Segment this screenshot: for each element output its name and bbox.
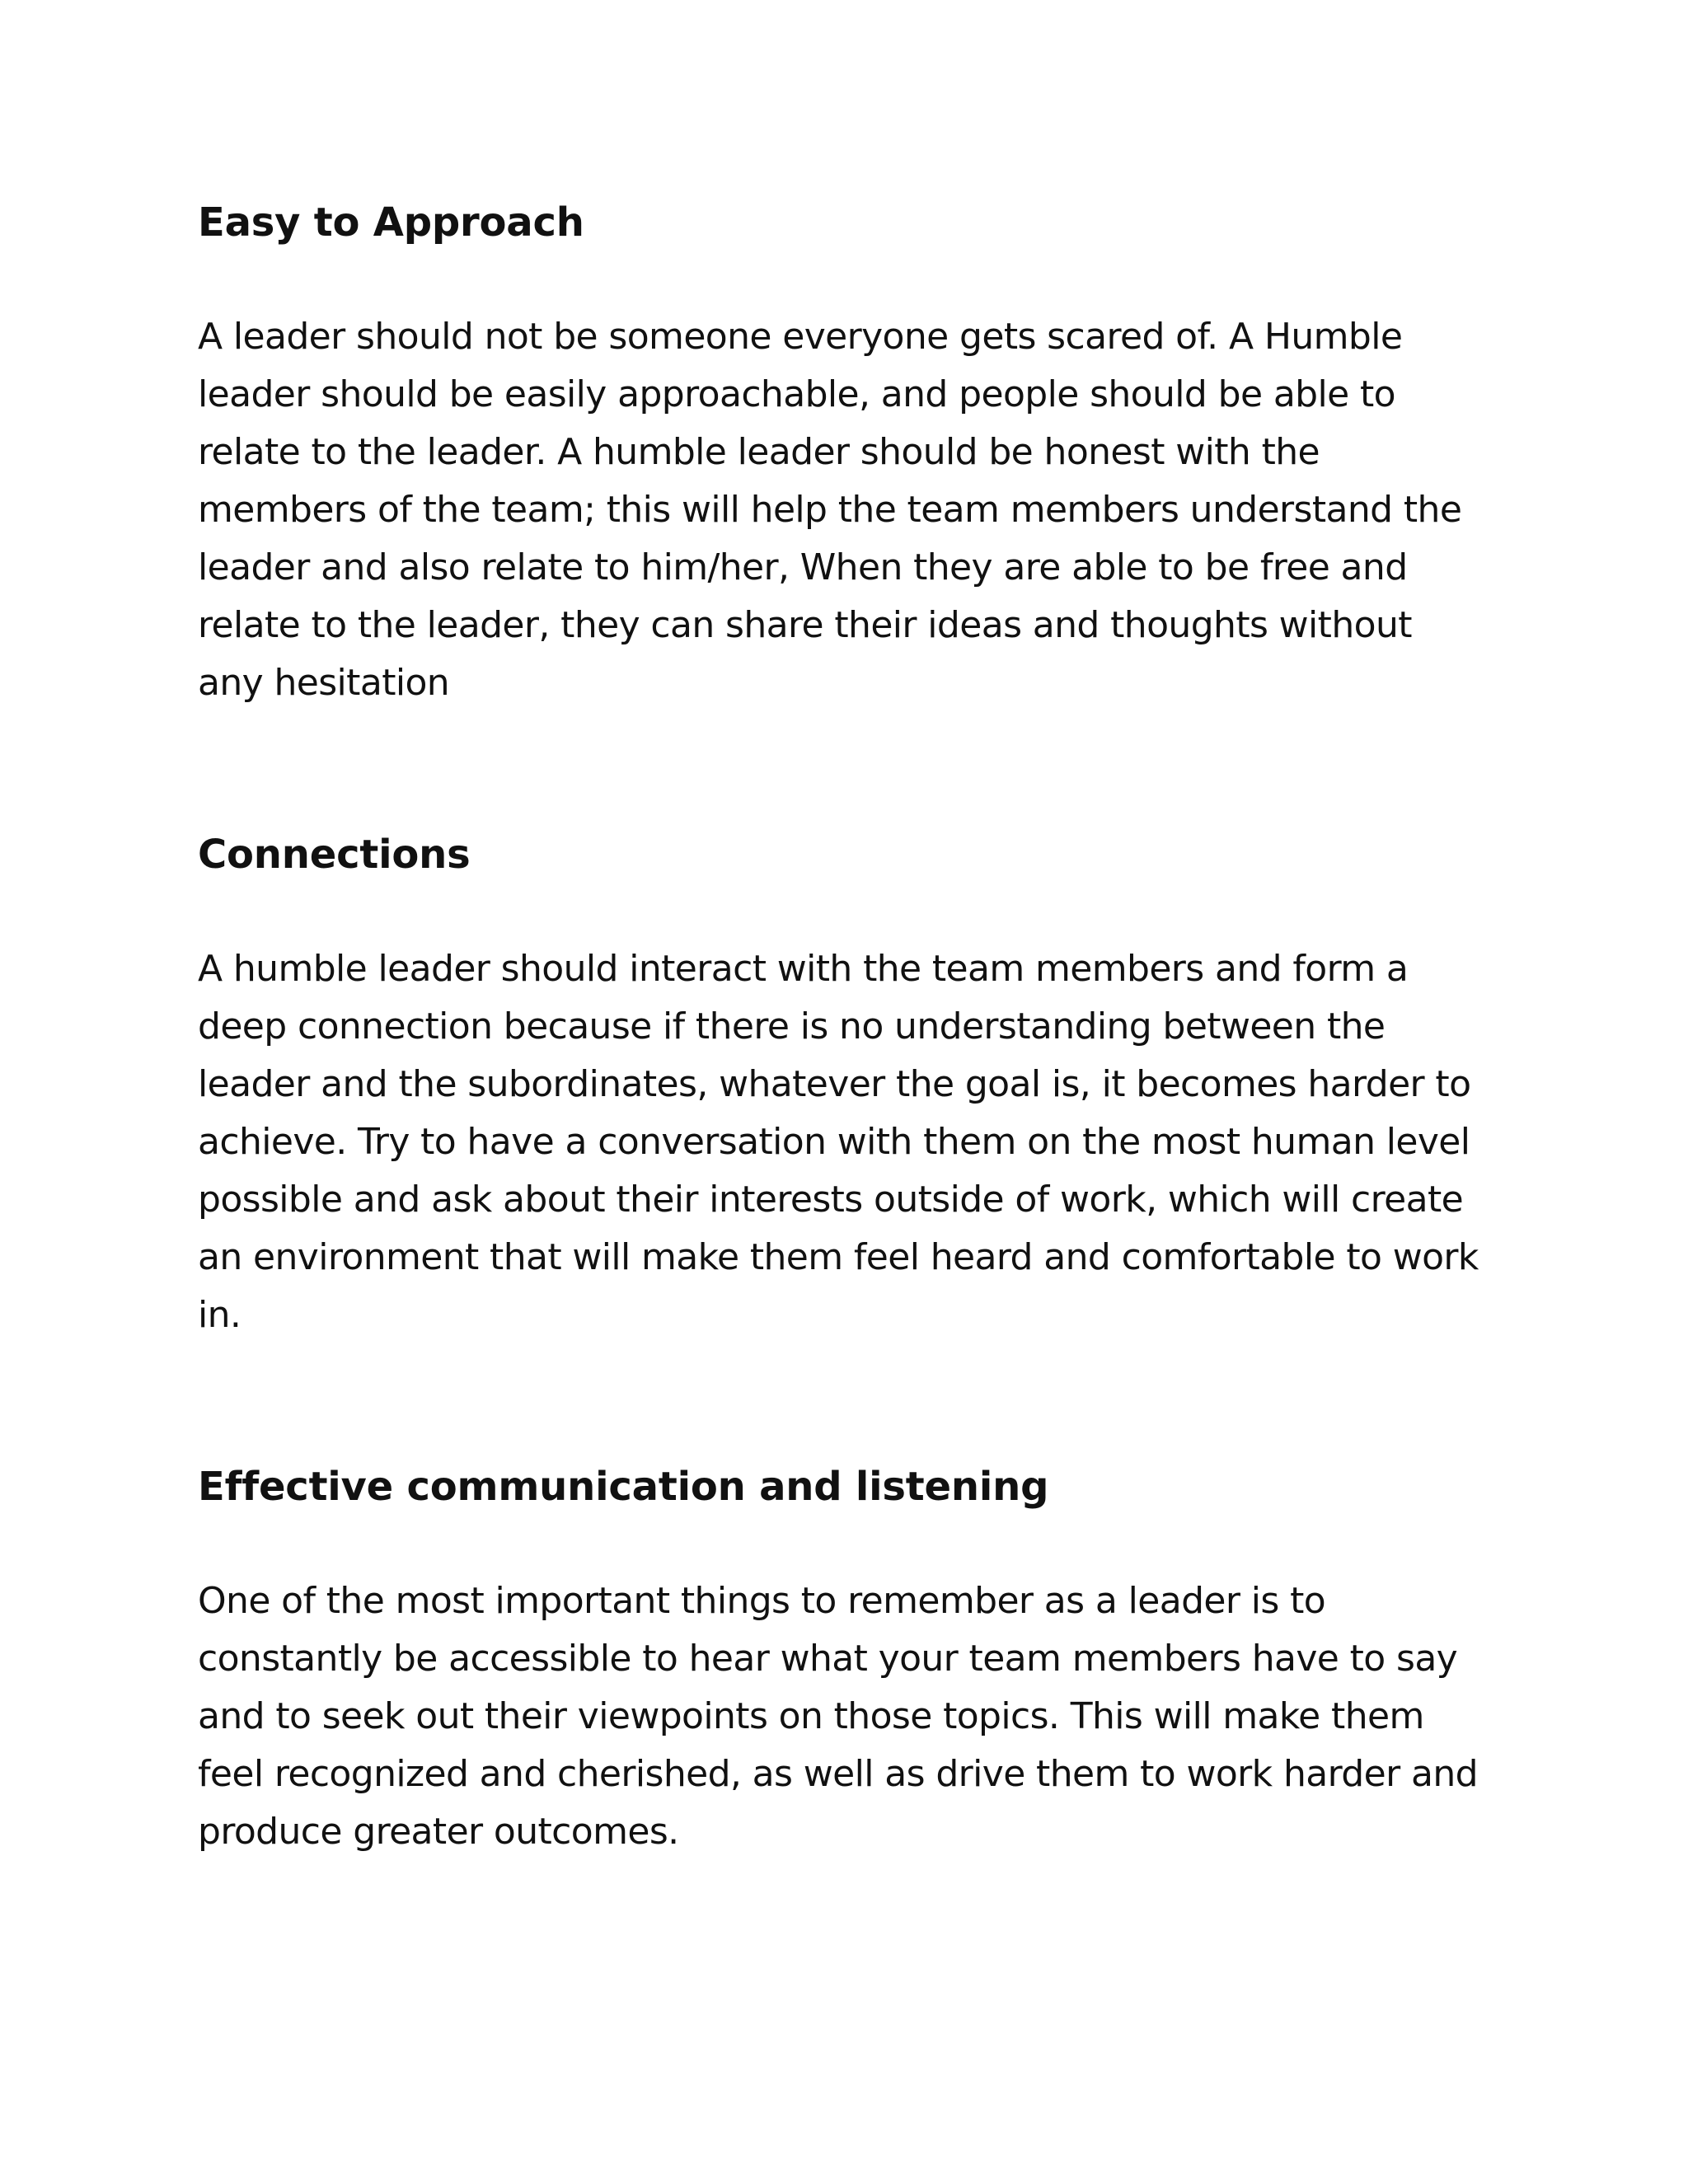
document-content [198, 191, 1517, 1861]
paragraph-line: an environment that will make them feel heard and comfortable to work [198, 1236, 1479, 1278]
paragraph-line: relate to the leader, they can share their ideas and thoughts without [198, 604, 1412, 646]
section-effective-communication [198, 1455, 1517, 1861]
paragraph-line: leader and the subordinates, whatever the goal is, it becomes harder to [198, 1063, 1471, 1105]
paragraph-line: in. [198, 1294, 241, 1336]
paragraph-line: possible and ask about their interests outside of work, which will create [198, 1179, 1464, 1221]
paragraph-line: produce greater outcomes. [198, 1811, 679, 1853]
section-connections [198, 823, 1517, 1344]
section-paragraph [198, 308, 1517, 712]
paragraph-line: deep connection because if there is no understanding between the [198, 1005, 1386, 1047]
paragraph-line: achieve. Try to have a conversation with them on the most human level [198, 1121, 1470, 1163]
paragraph-line: any hesitation [198, 662, 450, 704]
paragraph-line: feel recognized and cherished, as well as drive them to work harder and [198, 1753, 1478, 1795]
section-heading: Connections [198, 832, 471, 878]
paragraph-line: leader should be easily approachable, and people should be able to [198, 373, 1395, 415]
paragraph-line: A leader should not be someone everyone gets scared of. A Humble [198, 316, 1403, 358]
paragraph-line: A humble leader should interact with the team members and form a [198, 948, 1409, 990]
paragraph-line: leader and also relate to him/her, When they are able to be free and [198, 546, 1408, 588]
paragraph-line: One of the most important things to remember as a leader is to [198, 1580, 1326, 1622]
paragraph-line: and to seek out their viewpoints on those topics. This will make them [198, 1695, 1424, 1737]
paragraph-line: relate to the leader. A humble leader should be honest with the [198, 431, 1320, 473]
section-heading: Effective communication and listening [198, 1464, 1049, 1510]
section-easy-to-approach [198, 191, 1517, 712]
section-paragraph [198, 940, 1517, 1344]
section-paragraph [198, 1572, 1517, 1861]
section-heading: Easy to Approach [198, 199, 584, 246]
paragraph-line: members of the team; this will help the team members understand the [198, 489, 1462, 531]
paragraph-line: constantly be accessible to hear what your team members have to say [198, 1638, 1458, 1680]
